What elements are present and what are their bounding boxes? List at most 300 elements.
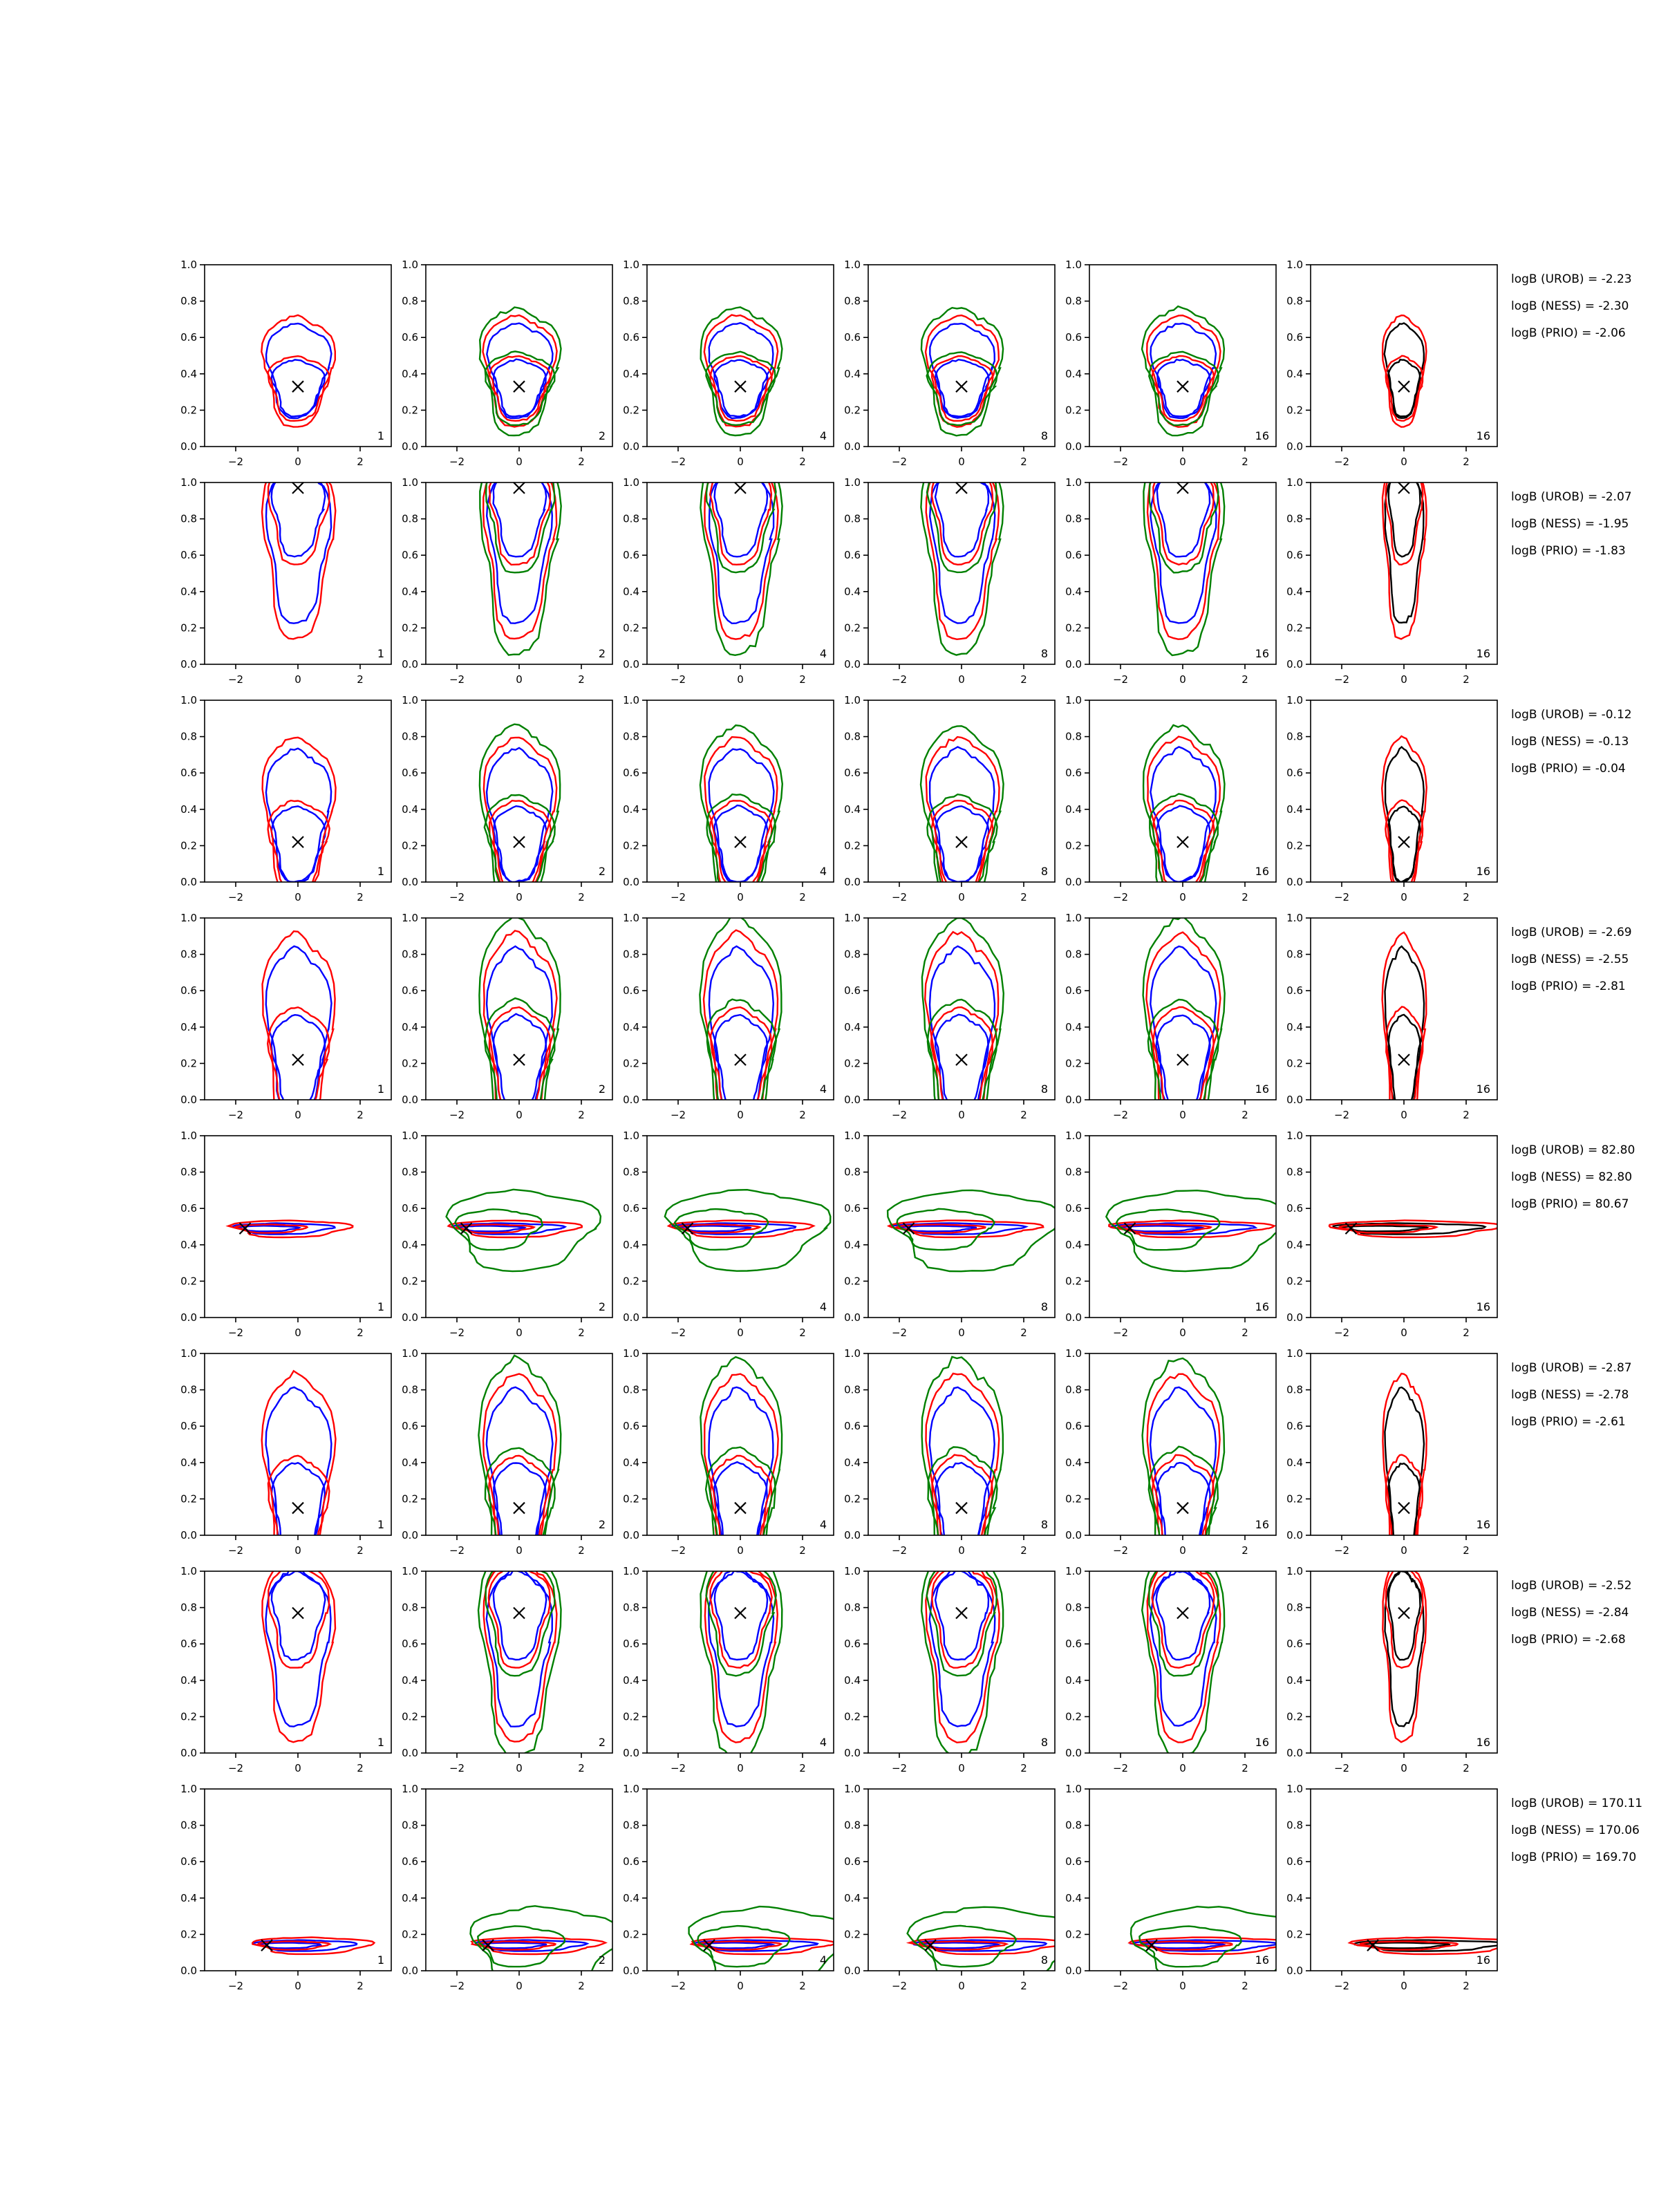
- axes-frame: [1089, 918, 1276, 1100]
- subplot-r5-c3: [623, 1130, 834, 1339]
- x-tick-label: 0: [1400, 1544, 1407, 1557]
- x-tick-label: −2: [449, 1762, 465, 1774]
- y-tick-label: 0.0: [180, 658, 197, 671]
- subplot-r7-c6: [1286, 1553, 1497, 1774]
- x-tick-label: 2: [1241, 1762, 1248, 1774]
- x-tick-label: 0: [294, 1544, 301, 1557]
- y-tick-label: 0.8: [180, 730, 197, 743]
- x-tick-label: 0: [737, 456, 744, 468]
- panel-count-label: 16: [1255, 1953, 1269, 1967]
- subplot-r4-c4: [844, 912, 1055, 1154]
- y-tick-label: 0.6: [623, 1638, 639, 1651]
- y-tick-label: 0.8: [844, 512, 861, 525]
- x-tick-label: 2: [1241, 1109, 1248, 1121]
- subplot-r3-c1: [180, 694, 391, 903]
- y-tick-label: 0.2: [1286, 621, 1303, 635]
- y-tick-label: 0.2: [1065, 839, 1082, 852]
- contour-group: [921, 726, 1004, 908]
- y-tick-label: 0.2: [623, 1275, 639, 1288]
- ness-contour-level-1: [489, 460, 550, 565]
- y-tick-label: 0.0: [1286, 440, 1303, 453]
- y-tick-label: 0.4: [1065, 1020, 1082, 1033]
- y-tick-label: 1.0: [1286, 694, 1303, 706]
- y-tick-label: 0.4: [402, 367, 418, 380]
- x-tick-label: 0: [294, 456, 301, 468]
- subplot-r5-c5: [1065, 1130, 1291, 1339]
- axes-frame: [1311, 918, 1497, 1100]
- y-tick-label: 0.2: [844, 1928, 861, 1941]
- panel-count-label: 2: [598, 1082, 606, 1096]
- x-tick-label: 0: [958, 673, 965, 686]
- x-tick-label: 0: [516, 673, 523, 686]
- y-tick-label: 0.8: [623, 1819, 639, 1832]
- y-tick-label: 0.0: [844, 658, 861, 671]
- y-tick-label: 0.4: [402, 1891, 418, 1904]
- ness-contour-level-2: [1146, 932, 1220, 1137]
- urob-contour-level-1: [494, 1571, 547, 1660]
- subplot-r5-c1: [180, 1130, 391, 1339]
- y-tick-label: 0.8: [844, 948, 861, 961]
- ness-contour-level-2: [1382, 451, 1427, 639]
- y-tick-label: 0.0: [844, 1311, 861, 1324]
- urob-contour-level-2: [930, 747, 994, 883]
- y-tick-label: 0.0: [1065, 1094, 1082, 1106]
- y-tick-label: 0.4: [844, 1891, 861, 1904]
- contour-group: [480, 724, 560, 908]
- y-tick-label: 0.0: [180, 1747, 197, 1759]
- y-tick-label: 0.6: [1286, 331, 1303, 344]
- panel-count-label: 4: [819, 1736, 827, 1749]
- true-value-marker: [292, 1503, 303, 1514]
- y-tick-label: 1.0: [402, 1347, 418, 1360]
- y-tick-label: 0.2: [180, 839, 197, 852]
- y-tick-label: 0.2: [1286, 1057, 1303, 1070]
- panel-count-label: 16: [1255, 1736, 1269, 1749]
- y-tick-label: 0.0: [623, 1529, 639, 1541]
- panel-count-label: 2: [598, 865, 606, 878]
- y-tick-label: 0.2: [844, 1275, 861, 1288]
- contour-group: [1142, 1539, 1224, 1758]
- y-tick-label: 1.0: [402, 912, 418, 924]
- panel-count-label: 1: [377, 1736, 384, 1749]
- y-tick-label: 0.8: [1286, 1165, 1303, 1179]
- y-tick-label: 0.0: [623, 1311, 639, 1324]
- logB-annotation: logB (PRIO) = 80.67: [1511, 1197, 1629, 1211]
- y-tick-label: 0.6: [623, 1420, 639, 1433]
- y-tick-label: 1.0: [844, 1130, 861, 1142]
- x-tick-label: 0: [294, 1327, 301, 1339]
- y-tick-label: 1.0: [844, 694, 861, 706]
- y-tick-label: 0.6: [180, 1855, 197, 1868]
- y-tick-label: 0.8: [402, 1165, 418, 1179]
- y-tick-label: 1.0: [180, 912, 197, 924]
- x-tick-label: 2: [1241, 1327, 1248, 1339]
- x-tick-label: −2: [227, 1109, 244, 1121]
- x-tick-label: 0: [516, 1762, 523, 1774]
- y-tick-label: 0.6: [180, 767, 197, 780]
- contour-group: [262, 1553, 335, 1742]
- x-tick-label: −2: [227, 891, 244, 903]
- x-tick-label: 0: [1400, 673, 1407, 686]
- y-tick-label: 0.0: [1065, 1965, 1082, 1977]
- panel-count-label: 4: [819, 1953, 827, 1967]
- y-tick-label: 0.0: [402, 1311, 418, 1324]
- panel-count-label: 16: [1476, 429, 1490, 442]
- x-tick-label: 2: [1020, 456, 1027, 468]
- x-tick-label: −2: [891, 673, 908, 686]
- y-tick-label: 0.0: [1286, 1965, 1303, 1977]
- x-tick-label: 0: [516, 1327, 523, 1339]
- x-tick-label: 0: [294, 673, 301, 686]
- panel-count-label: 8: [1040, 1736, 1048, 1749]
- y-tick-label: 0.4: [1286, 1891, 1303, 1904]
- y-tick-label: 0.2: [1065, 1492, 1082, 1506]
- y-tick-label: 0.0: [180, 440, 197, 453]
- panel-count-label: 1: [377, 1300, 384, 1313]
- x-tick-label: 2: [799, 456, 806, 468]
- y-tick-label: 0.2: [402, 1057, 418, 1070]
- contour-group: [1382, 932, 1427, 1138]
- subplot-r8-c4: [844, 1783, 1083, 1992]
- logB-annotation: logB (PRIO) = -0.04: [1511, 762, 1626, 776]
- panel-count-label: 4: [819, 1082, 827, 1096]
- axes-frame: [1311, 700, 1497, 882]
- y-tick-label: 0.8: [1286, 1383, 1303, 1396]
- y-tick-label: 0.0: [1065, 440, 1082, 453]
- contour-group: [263, 738, 336, 895]
- y-tick-label: 0.8: [1286, 948, 1303, 961]
- subplot-r6-c6: [1286, 1347, 1497, 1578]
- x-tick-label: 0: [1400, 1762, 1407, 1774]
- y-tick-label: 0.6: [1065, 331, 1082, 344]
- y-tick-label: 0.6: [844, 767, 861, 780]
- contour-group: [1382, 736, 1427, 895]
- subplot-r2-c1: [180, 449, 391, 686]
- y-tick-label: 1.0: [623, 259, 639, 271]
- x-tick-label: 0: [958, 456, 965, 468]
- y-tick-label: 0.6: [180, 1638, 197, 1651]
- logB-annotation: logB (UROB) = -2.69: [1511, 926, 1632, 939]
- x-tick-label: 0: [958, 1327, 965, 1339]
- y-tick-label: 1.0: [1286, 476, 1303, 489]
- contour-group: [478, 1537, 561, 1759]
- x-tick-label: 2: [1241, 673, 1248, 686]
- x-tick-label: 2: [357, 673, 364, 686]
- y-tick-label: 0.6: [623, 549, 639, 562]
- x-tick-label: 0: [1179, 1980, 1186, 1992]
- y-tick-label: 0.0: [1286, 876, 1303, 888]
- subplot-r4-c6: [1286, 912, 1497, 1137]
- axes-frame: [426, 482, 612, 664]
- y-tick-label: 0.2: [402, 1710, 418, 1723]
- y-tick-label: 0.0: [623, 658, 639, 671]
- y-tick-label: 0.6: [1065, 549, 1082, 562]
- y-tick-label: 0.0: [844, 440, 861, 453]
- y-tick-label: 0.8: [623, 730, 639, 743]
- prio-contour-level-1: [486, 1556, 555, 1676]
- y-tick-label: 0.4: [1065, 585, 1082, 598]
- y-tick-label: 1.0: [844, 912, 861, 924]
- subplot-r4-c2: [402, 912, 612, 1155]
- y-tick-label: 0.8: [1065, 512, 1082, 525]
- true-value-marker: [514, 1054, 525, 1065]
- y-tick-label: 0.4: [402, 803, 418, 816]
- contour-group: [478, 1356, 561, 1595]
- subplot-r8-c2: [402, 1783, 624, 1992]
- y-tick-label: 0.0: [623, 876, 639, 888]
- y-tick-label: 1.0: [1065, 259, 1082, 271]
- y-tick-label: 0.4: [180, 1020, 197, 1033]
- y-tick-label: 0.8: [844, 730, 861, 743]
- x-tick-label: −2: [1333, 673, 1350, 686]
- y-tick-label: 1.0: [1286, 259, 1303, 271]
- y-tick-label: 0.2: [1065, 621, 1082, 635]
- y-tick-label: 0.8: [180, 1383, 197, 1396]
- y-tick-label: 0.4: [623, 1456, 639, 1469]
- y-tick-label: 0.6: [1286, 549, 1303, 562]
- subplot-r1-c6: [1286, 259, 1497, 468]
- y-tick-label: 0.6: [844, 331, 861, 344]
- x-tick-label: 0: [1179, 891, 1186, 903]
- y-tick-label: 0.2: [180, 1275, 197, 1288]
- y-tick-label: 1.0: [844, 476, 861, 489]
- x-tick-label: 0: [294, 1980, 301, 1992]
- y-tick-label: 0.8: [1065, 1383, 1082, 1396]
- logB-annotation: logB (UROB) = -2.23: [1511, 272, 1632, 286]
- logB-annotation: logB (PRIO) = 169.70: [1511, 1850, 1637, 1864]
- x-tick-label: −2: [891, 1544, 908, 1557]
- contour-group: [921, 1539, 1003, 1758]
- x-tick-label: 0: [958, 1109, 965, 1121]
- subplot-r3-c6: [1286, 694, 1497, 903]
- x-tick-label: 2: [578, 1544, 585, 1557]
- x-tick-label: 2: [1241, 1980, 1248, 1992]
- axes-frame: [647, 700, 834, 882]
- y-tick-label: 1.0: [402, 1130, 418, 1142]
- true-value-marker: [1177, 482, 1188, 494]
- x-tick-label: 2: [357, 1327, 364, 1339]
- x-tick-label: 0: [737, 673, 744, 686]
- true-value-marker: [956, 482, 967, 494]
- x-tick-label: 0: [1400, 1327, 1407, 1339]
- logB-annotation: logB (UROB) = -0.12: [1511, 708, 1632, 722]
- x-tick-label: −2: [891, 891, 908, 903]
- y-tick-label: 0.8: [623, 512, 639, 525]
- y-tick-label: 0.6: [844, 1638, 861, 1651]
- x-tick-label: −2: [670, 1980, 686, 1992]
- panel-count-label: 1: [377, 865, 384, 878]
- subplot-r2-c5: [1065, 433, 1276, 686]
- contour-group: [689, 1906, 854, 1988]
- subplot-r5-c6: [1286, 1130, 1503, 1339]
- logB-annotations-row-8: [1511, 1797, 1642, 1864]
- y-tick-label: 0.6: [180, 331, 197, 344]
- y-tick-label: 0.0: [1286, 1094, 1303, 1106]
- subplot-r2-c2: [402, 435, 612, 686]
- y-tick-label: 0.2: [180, 1710, 197, 1723]
- y-tick-label: 0.8: [1286, 730, 1303, 743]
- y-tick-label: 0.6: [402, 1202, 418, 1215]
- x-tick-label: −2: [1333, 891, 1350, 903]
- y-tick-label: 0.0: [1065, 1311, 1082, 1324]
- axes-frame: [205, 700, 391, 882]
- prio-contour-level-2: [921, 726, 1004, 908]
- logB-annotations-row-6: [1511, 1361, 1632, 1429]
- y-tick-label: 0.2: [1286, 839, 1303, 852]
- y-tick-label: 0.2: [402, 1275, 418, 1288]
- x-tick-label: −2: [449, 1109, 465, 1121]
- y-tick-label: 0.2: [844, 839, 861, 852]
- y-tick-label: 0.4: [402, 1456, 418, 1469]
- y-tick-label: 0.0: [1065, 658, 1082, 671]
- panel-count-label: 2: [598, 1953, 606, 1967]
- x-tick-label: 0: [1400, 1980, 1407, 1992]
- panel-count-label: 8: [1040, 1953, 1048, 1967]
- logB-annotations-row-5: [1511, 1143, 1635, 1211]
- y-tick-label: 0.2: [623, 1928, 639, 1941]
- logB-annotations-row-7: [1511, 1579, 1632, 1647]
- y-tick-label: 0.0: [180, 1529, 197, 1541]
- y-tick-label: 0.6: [1065, 1420, 1082, 1433]
- y-tick-label: 0.8: [1065, 294, 1082, 308]
- y-tick-label: 0.4: [402, 1674, 418, 1687]
- y-tick-label: 1.0: [180, 476, 197, 489]
- y-tick-label: 0.2: [402, 621, 418, 635]
- true-value-marker: [1177, 1054, 1188, 1065]
- y-tick-label: 0.4: [623, 367, 639, 380]
- x-tick-label: −2: [891, 456, 908, 468]
- y-tick-label: 1.0: [623, 912, 639, 924]
- x-tick-label: 0: [1400, 1109, 1407, 1121]
- y-tick-label: 0.4: [623, 803, 639, 816]
- subplot-r1-c3: [623, 259, 834, 468]
- y-tick-label: 0.8: [1065, 730, 1082, 743]
- y-tick-label: 1.0: [402, 476, 418, 489]
- y-tick-label: 0.6: [623, 984, 639, 997]
- x-tick-label: −2: [1333, 1762, 1350, 1774]
- y-tick-label: 1.0: [1065, 1565, 1082, 1577]
- axes-frame: [647, 918, 834, 1100]
- logB-annotation: logB (PRIO) = -1.83: [1511, 544, 1626, 558]
- y-tick-label: 0.6: [180, 1420, 197, 1433]
- y-tick-label: 0.2: [402, 1492, 418, 1506]
- x-tick-label: 0: [1179, 456, 1186, 468]
- y-tick-label: 0.4: [1065, 1674, 1082, 1687]
- ness-contour-level-2: [704, 449, 778, 639]
- y-tick-label: 0.8: [180, 512, 197, 525]
- panel-count-label: 2: [598, 647, 606, 660]
- true-value-marker: [956, 1503, 967, 1514]
- y-tick-label: 0.4: [1286, 1238, 1303, 1251]
- y-tick-label: 0.4: [402, 1238, 418, 1251]
- y-tick-label: 1.0: [1065, 912, 1082, 924]
- x-tick-label: −2: [1112, 673, 1129, 686]
- axes-frame: [1089, 482, 1276, 664]
- x-tick-label: 0: [1400, 456, 1407, 468]
- y-tick-label: 0.0: [1065, 1747, 1082, 1759]
- true-value-marker: [1177, 381, 1188, 392]
- x-tick-label: 2: [578, 1980, 585, 1992]
- contour-group: [1142, 306, 1224, 435]
- logB-annotation: logB (PRIO) = -2.61: [1511, 1415, 1626, 1429]
- y-tick-label: 0.4: [1286, 1456, 1303, 1469]
- contour-group: [263, 931, 335, 1137]
- y-tick-label: 0.8: [402, 948, 418, 961]
- y-tick-label: 0.0: [844, 876, 861, 888]
- y-tick-label: 1.0: [623, 694, 639, 706]
- x-tick-label: 2: [578, 1762, 585, 1774]
- subplot-r6-c3: [623, 1347, 834, 1595]
- y-tick-label: 0.4: [180, 1891, 197, 1904]
- subplot-r6-c4: [844, 1347, 1055, 1595]
- panel-count-label: 2: [598, 1736, 606, 1749]
- y-tick-label: 0.0: [1286, 1311, 1303, 1324]
- x-tick-label: −2: [449, 1327, 465, 1339]
- y-tick-label: 0.6: [1065, 984, 1082, 997]
- y-tick-label: 0.4: [180, 1238, 197, 1251]
- y-tick-label: 0.0: [1065, 876, 1082, 888]
- panel-count-label: 4: [819, 429, 827, 442]
- true-value-marker: [514, 381, 525, 392]
- x-tick-label: −2: [891, 1109, 908, 1121]
- y-tick-label: 0.2: [402, 1928, 418, 1941]
- x-tick-label: 2: [799, 1762, 806, 1774]
- y-tick-label: 0.2: [180, 404, 197, 417]
- y-tick-label: 0.0: [402, 1965, 418, 1977]
- y-tick-label: 0.8: [1065, 1819, 1082, 1832]
- y-tick-label: 1.0: [402, 1783, 418, 1795]
- y-tick-label: 0.0: [402, 1747, 418, 1759]
- ness-contour-level-2: [261, 315, 335, 427]
- subplot-r5-c2: [402, 1130, 612, 1339]
- y-tick-label: 0.8: [402, 294, 418, 308]
- ness-contour-level-2: [262, 449, 335, 639]
- panel-count-label: 1: [377, 1082, 384, 1096]
- subplot-r7-c3: [623, 1538, 834, 1774]
- x-tick-label: −2: [227, 1327, 244, 1339]
- y-tick-label: 0.0: [180, 1311, 197, 1324]
- panel-count-label: 8: [1040, 1300, 1048, 1313]
- y-tick-label: 0.4: [1286, 803, 1303, 816]
- logB-annotation: logB (UROB) = -2.07: [1511, 490, 1632, 504]
- true-value-marker: [956, 836, 967, 847]
- y-tick-label: 0.4: [402, 585, 418, 598]
- y-tick-label: 0.6: [180, 549, 197, 562]
- true-value-marker: [735, 1503, 746, 1514]
- y-tick-label: 1.0: [844, 1565, 861, 1577]
- logB-annotation: logB (NESS) = -2.84: [1511, 1606, 1629, 1620]
- y-tick-label: 0.2: [623, 1710, 639, 1723]
- true-value-marker: [1177, 836, 1188, 847]
- x-tick-label: −2: [449, 456, 465, 468]
- y-tick-label: 0.2: [1286, 404, 1303, 417]
- x-tick-label: 2: [578, 456, 585, 468]
- panel-count-label: 16: [1476, 865, 1490, 878]
- x-tick-label: 2: [1463, 1544, 1470, 1557]
- panel-count-label: 8: [1040, 647, 1048, 660]
- axes-frame: [868, 918, 1055, 1100]
- ness-contour-level-2: [925, 932, 998, 1137]
- subplot-r4-c1: [180, 912, 391, 1137]
- y-tick-label: 1.0: [402, 259, 418, 271]
- true-value-marker: [956, 1054, 967, 1065]
- logB-annotation: logB (PRIO) = -2.06: [1511, 326, 1626, 340]
- y-tick-label: 0.2: [623, 621, 639, 635]
- y-tick-label: 1.0: [1286, 1130, 1303, 1142]
- y-tick-label: 0.6: [180, 984, 197, 997]
- y-tick-label: 0.0: [1286, 658, 1303, 671]
- y-tick-label: 0.4: [844, 367, 861, 380]
